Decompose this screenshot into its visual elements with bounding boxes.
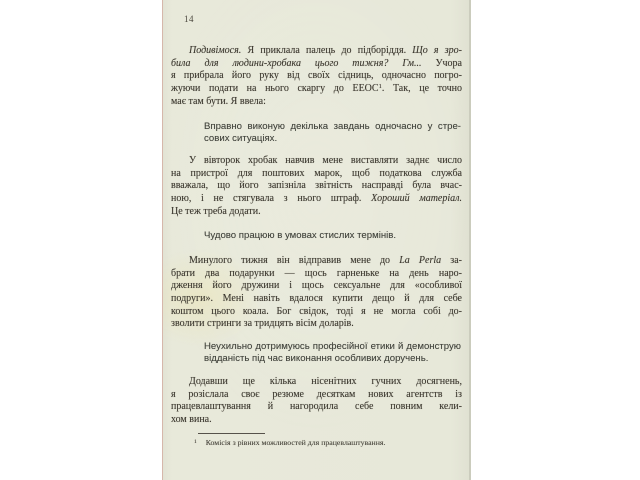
text-line: У вівторок хробак навчив мене виставляти заднє число [189, 155, 462, 166]
text-line: Чудово працюю в умовах стислих термінів. [204, 230, 397, 241]
text-line: я розіслала своє резюме десяткам нових агентств із [171, 388, 462, 400]
italic-phrase: Подивімося. [189, 45, 242, 56]
text-line: Минулого тижня він відправив мене до La Perla за- [189, 255, 462, 266]
text-line: ною, і не стягувала з нього штраф. Хороший матеріал. [171, 193, 462, 205]
italic-phrase: Що я зро- [412, 45, 462, 56]
text-line: брати два подарунки — щось гарненьке на день наро- [171, 267, 462, 279]
text-line: Вправно виконую декілька завдань одночасно у стре- [204, 121, 461, 132]
text-line: працевлаштування й нагородила себе повним кели- [171, 401, 462, 413]
text-line: била для людини-хробака цього тижня? Гм... Учора [171, 57, 462, 69]
text-line: дження його дружини і щось сексуальне для «особливої [171, 280, 462, 292]
paragraph-resume-sent [171, 376, 462, 427]
book-page [162, 0, 471, 480]
italic-phrase: Хороший матеріал. [371, 193, 462, 205]
text-line: вважала, що його запізніла звітність насправді була вчас- [171, 180, 462, 192]
text-line: коштом цього коала. Бог свідок, тоді я не могла собі до- [171, 305, 462, 317]
footnote-separator-rule [198, 433, 265, 434]
page-number: 14 [184, 14, 194, 24]
resume-quote-1 [204, 121, 461, 146]
text-line: відданість під час виконання особливих доручень. [204, 353, 429, 365]
footnote-marker: 1 [194, 439, 197, 445]
resume-quote-2 [204, 230, 461, 242]
italic-phrase: La Perla [399, 255, 442, 266]
italic-phrase: била для людини-хробака цього тижня? Гм... [171, 57, 422, 69]
paragraph-laperla [171, 255, 462, 331]
text-line: подруги». Мені навіть вдалося купити дещо й для себе [171, 293, 462, 305]
text-line: має там бути. Я ввела: [171, 95, 266, 107]
text-line: Це теж треба додати. [171, 205, 261, 217]
resume-quote-3 [204, 341, 461, 366]
text-line: жуючи подати на нього скаргу до EEOC$^1$. Так, це точно [171, 83, 462, 95]
footnote [194, 438, 385, 447]
text-line: Неухильно дотримуюсь професійної етики й демонструю [204, 341, 461, 352]
text-line: я прибрала його руку від своїх сідниць, одночасно погро- [171, 70, 462, 82]
text-line: хом вина. [171, 414, 212, 426]
footnote-reference: 1 [378, 83, 382, 91]
footnote-text: Комісія з рівних можливостей для працевлаштування. [205, 438, 386, 447]
paragraph-tuesday [171, 155, 462, 218]
text-line: Подивімося. Я приклала палець до підборіддя. Що я зро- [189, 45, 462, 56]
text-line: сових ситуаціях. [204, 133, 278, 145]
text-line: Додавши ще кілька нісенітних гучних досягнень, [189, 376, 462, 387]
text-line: зволити стринги за тридцять вісім доларів. [171, 318, 354, 330]
paragraph-intro [171, 45, 462, 108]
text-line: на пристрої для поштових марок, щоб податкова служба [171, 167, 462, 179]
